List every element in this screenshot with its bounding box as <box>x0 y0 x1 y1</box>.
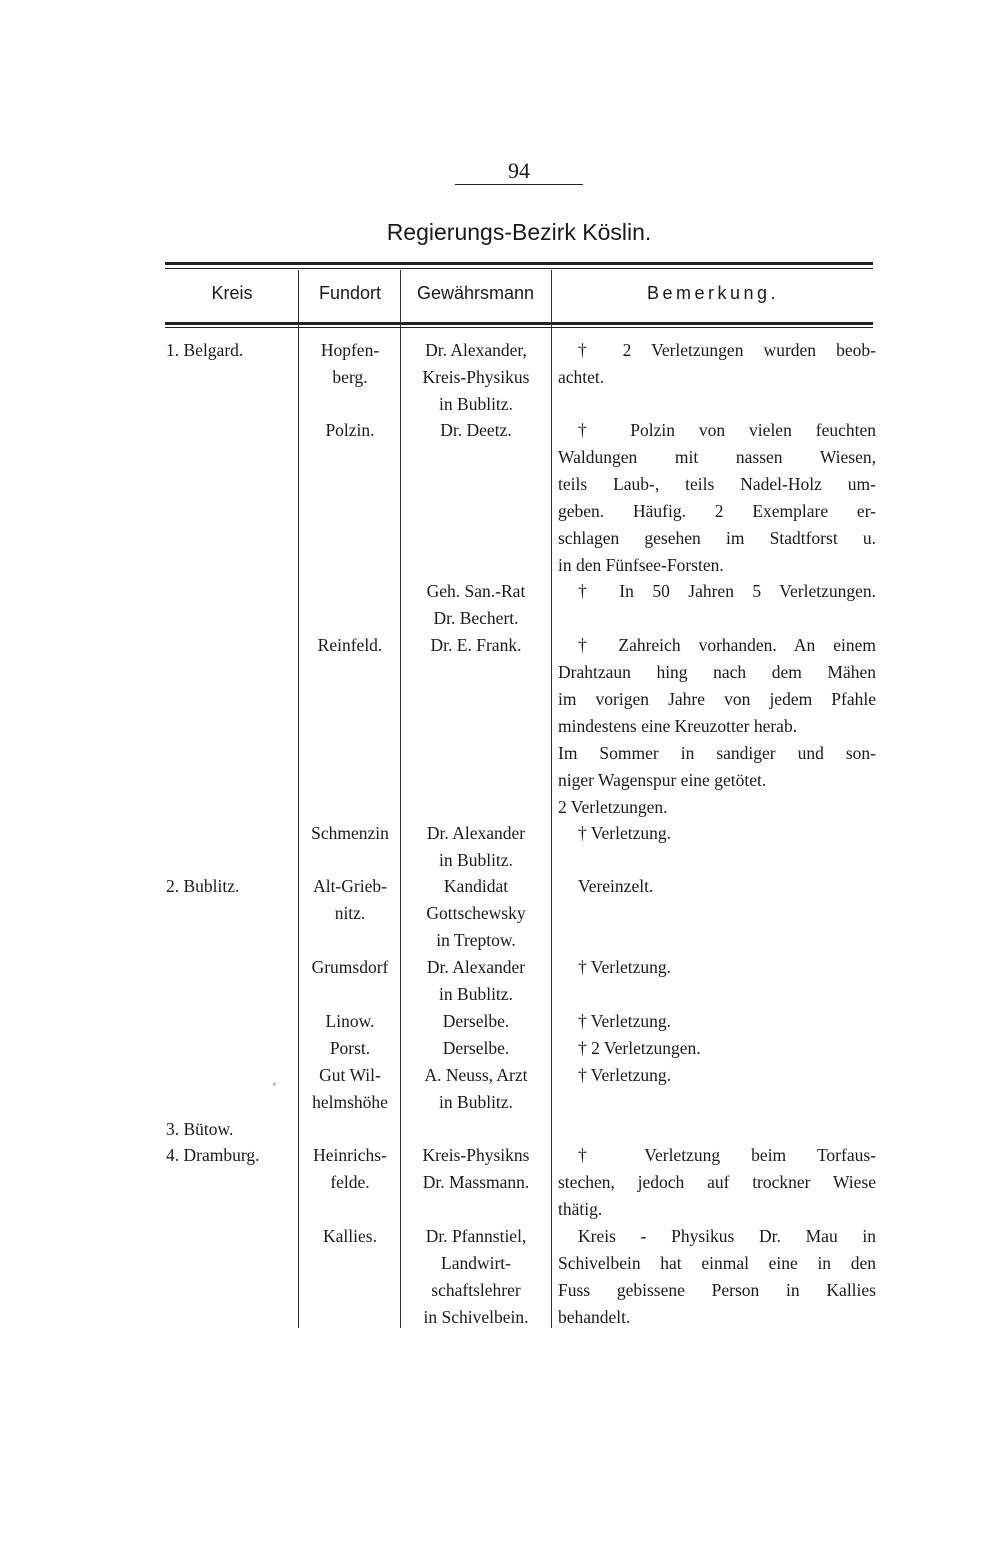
gewaehrsmann-cell: Kreis-Physikns Dr. Massmann. <box>422 1145 530 1192</box>
bemerkung-cell: † 2 Verletzungen wurden beob- achtet. <box>558 340 876 387</box>
gewaehrsmann-cell: Dr. E. Frank. <box>430 635 522 655</box>
page-title: Regierungs-Bezirk Köslin. <box>386 219 652 245</box>
table-header-rule-thin <box>165 327 873 328</box>
gewaehrsmann-cell: Dr. Deetz. <box>440 420 512 440</box>
stray-mark: ` <box>272 1082 277 1097</box>
bemerkung-cell: Vereinzelt. <box>578 876 654 896</box>
kreis-cell: 2. Bublitz. <box>166 876 240 896</box>
kreis-cell: 4. Dramburg. <box>166 1145 260 1165</box>
gewaehrsmann-cell: Dr. Alexander in Bublitz. <box>426 823 526 870</box>
column-divider-3 <box>551 270 552 1328</box>
gewaehrsmann-cell: Dr. Alexander, Kreis-Physikus in Bublitz. <box>422 340 530 414</box>
bemerkung-cell: † Polzin von vielen feuchten Waldungen mit nassen Wiesen, teils Laub-, teils Nadel-Holz um- geben. Häufig. 2 Exemplare er- schlagen gesehen im Stadtforst u. in den Fünfsee-Forsten. <box>558 420 876 575</box>
gewaehrsmann-cell: Dr. Pfannstiel, Landwirt- schaftslehrer in Schivelbein. <box>423 1226 529 1327</box>
fundort-cell: Grumsdorf <box>311 957 389 977</box>
bemerkung-cell: † Verletzung. <box>578 957 671 977</box>
bemerkung-cell: † Verletzung. <box>578 1011 671 1031</box>
gewaehrsmann-cell: Kandidat Gottschewsky in Treptow. <box>426 876 526 950</box>
gewaehrsmann-cell: Derselbe. <box>442 1038 510 1058</box>
header-gewaehrsmann: Gewährsmann <box>416 283 535 303</box>
bemerkung-cell: † Verletzung. <box>578 823 671 843</box>
fundort-cell: Schmenzin <box>311 823 389 843</box>
table-top-rule-thin <box>165 268 873 269</box>
page-number-rule <box>455 184 583 185</box>
column-divider-2 <box>400 270 401 1328</box>
bemerkung-cell: † Verletzung. <box>578 1065 671 1085</box>
page-number: 94 <box>508 158 530 183</box>
bemerkung-cell: † 2 Verletzungen. <box>578 1038 701 1058</box>
bemerkung-cell: † Zahreich vorhanden. An einem Drahtzaun hing nach dem Mähen im vorigen Jahre von jedem Pfahle mindestens eine Kreuzotter herab. Im Sommer in sandiger und son- niger Wagenspur eine getötet. 2 Verletzungen. <box>558 635 876 817</box>
fundort-cell: Alt-Grieb- nitz. <box>313 876 387 923</box>
fundort-cell: Linow. <box>325 1011 375 1031</box>
fundort-cell: Gut Wil- helmshöhe <box>312 1065 388 1112</box>
fundort-cell: Hopfen- berg. <box>320 340 380 387</box>
table-header-rule-thick <box>165 322 873 325</box>
kreis-cell: 1. Belgard. <box>166 340 244 360</box>
gewaehrsmann-cell: Dr. Alexander in Bublitz. <box>426 957 526 1004</box>
header-kreis: Kreis <box>211 283 253 303</box>
header-fundort: Fundort <box>318 283 382 303</box>
bemerkung-cell: † Verletzung beim Torfaus- stechen, jedoch auf trockner Wiese thätig. <box>558 1145 876 1219</box>
table-top-rule-thick <box>165 262 873 265</box>
fundort-cell: Kallies. <box>323 1226 377 1246</box>
bemerkung-cell: Kreis - Physikus Dr. Mau in Schivelbein hat einmal eine in den Fuss gebissene Person in Kallies behandelt. <box>558 1226 876 1327</box>
fundort-cell: Polzin. <box>325 420 375 440</box>
gewaehrsmann-cell: A. Neuss, Arzt in Bublitz. <box>424 1065 528 1112</box>
fundort-cell: Porst. <box>329 1038 371 1058</box>
kreis-cell: 3. Bütow. <box>166 1119 234 1139</box>
fundort-cell: Heinrichs- felde. <box>313 1145 387 1192</box>
bemerkung-cell: † In 50 Jahren 5 Verletzungen. <box>578 581 876 601</box>
header-bemerkung: Bemerkung. <box>646 283 780 303</box>
column-divider-1 <box>298 270 299 1328</box>
gewaehrsmann-cell: Geh. San.-Rat Dr. Bechert. <box>426 581 526 628</box>
fundort-cell: Reinfeld. <box>317 635 383 655</box>
gewaehrsmann-cell: Derselbe. <box>442 1011 510 1031</box>
